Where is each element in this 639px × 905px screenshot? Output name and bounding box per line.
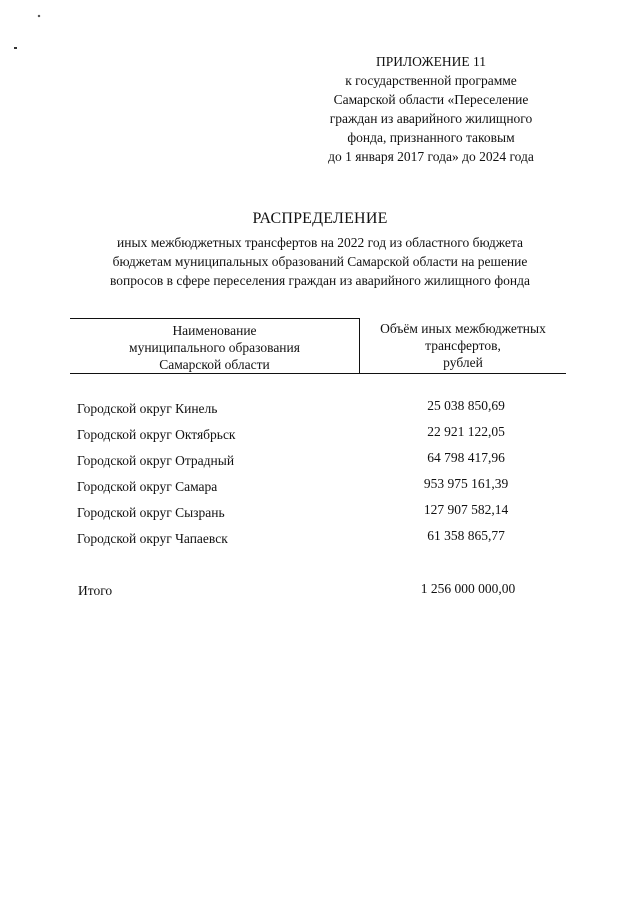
column-header-name-line: Наименование — [172, 323, 257, 338]
table-row — [0, 476, 639, 502]
table-row — [0, 502, 639, 528]
row-municipality: Городской округ Самара — [77, 479, 218, 494]
total-label: Итого — [78, 583, 113, 598]
appendix-line: к государственной программе — [345, 73, 517, 88]
appendix-line: фонда, признанного таковым — [347, 130, 515, 145]
row-amount: 127 907 582,14 — [423, 502, 509, 517]
row-municipality: Городской округ Чапаевск — [77, 531, 228, 546]
column-header-value-line: рублей — [443, 355, 483, 370]
appendix-line: до 1 января 2017 года» до 2024 года — [328, 149, 534, 164]
column-header-value-line: Объём иных межбюджетных — [380, 321, 546, 336]
column-header-name-line: Самарской области — [159, 357, 270, 372]
table-row — [0, 398, 639, 424]
row-municipality: Городской округ Октябрьск — [77, 427, 236, 442]
total-row — [0, 581, 639, 603]
scan-speck — [14, 47, 17, 49]
row-amount: 64 798 417,96 — [427, 450, 505, 465]
row-amount: 25 038 850,69 — [427, 398, 505, 413]
total-amount: 1 256 000 000,00 — [420, 581, 516, 596]
row-municipality: Городской округ Сызрань — [77, 505, 225, 520]
table-body — [0, 398, 639, 554]
column-header-value-line: трансфертов, — [425, 338, 501, 353]
row-amount: 22 921 122,05 — [427, 424, 505, 439]
subtitle-line: иных межбюджетных трансфертов на 2022 год из областного бюджета — [117, 235, 523, 250]
column-header-value — [360, 318, 566, 373]
document-subtitle — [60, 233, 580, 290]
row-amount: 61 358 865,77 — [427, 528, 505, 543]
subtitle-line: вопросов в сфере переселения граждан из аварийного жилищного фонда — [109, 273, 531, 288]
table-row — [0, 528, 639, 554]
row-amount: 953 975 161,39 — [423, 476, 509, 491]
column-header-name-line: муниципального образования — [129, 340, 300, 355]
subtitle-line: бюджетам муниципальных образований Самарской области на решение — [112, 254, 528, 269]
appendix-title: ПРИЛОЖЕНИЕ 11 — [375, 54, 487, 69]
appendix-line: граждан из аварийного жилищного — [329, 111, 533, 126]
table-row — [0, 424, 639, 450]
scan-speck — [38, 15, 41, 18]
appendix-block — [300, 52, 562, 166]
document-heading: РАСПРЕДЕЛЕНИЕ — [252, 210, 388, 227]
table-row — [0, 450, 639, 476]
row-municipality: Городской округ Отрадный — [77, 453, 235, 468]
row-municipality: Городской округ Кинель — [77, 401, 218, 416]
table-header — [70, 318, 566, 374]
column-header-name — [70, 318, 360, 373]
appendix-line: Самарской области «Переселение — [333, 92, 529, 107]
